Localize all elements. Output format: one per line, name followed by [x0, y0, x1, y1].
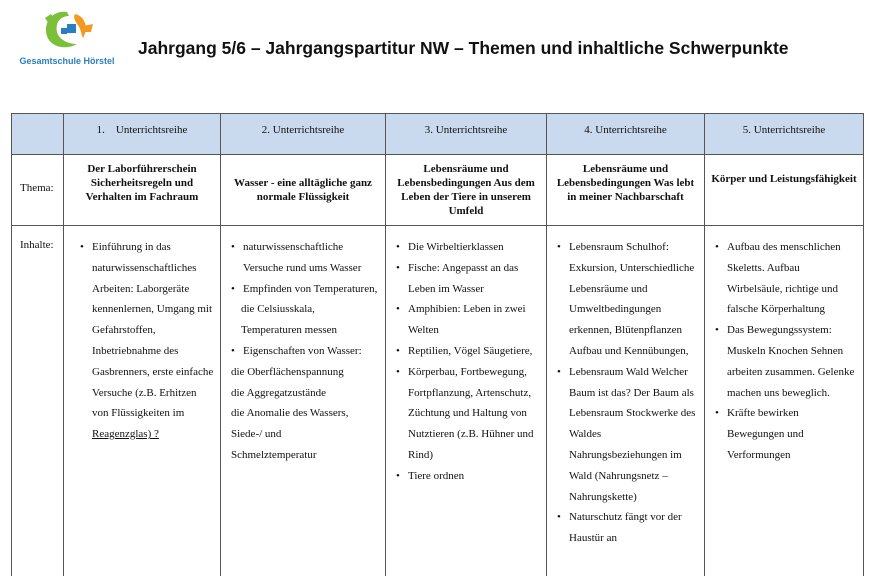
- header-label: 3. Unterrichtsreihe: [424, 124, 508, 136]
- school-logo-icon: [37, 6, 99, 56]
- reagenzglas-link: Reagenzglas) ?: [92, 428, 159, 441]
- content-cell-2: [221, 226, 386, 576]
- content-list-1: [64, 226, 220, 445]
- list-item: • Die Wirbeltierklassen: [396, 237, 540, 258]
- list-item: • Amphibien: Leben in zwei Welten: [396, 299, 540, 341]
- sub-line: die Aggregatzustände: [231, 386, 326, 399]
- school-name: Gesamtschule Hörstel: [19, 56, 115, 66]
- theme-label: Thema:: [20, 182, 54, 194]
- header-label: 4. Unterrichtsreihe: [584, 124, 667, 136]
- sub-line: Temperaturen messen: [241, 324, 338, 337]
- theme-text: Körper und Leistungsfähigkeit: [711, 173, 857, 185]
- header-cell-1: [64, 114, 221, 155]
- content-label-cell: [12, 226, 64, 576]
- list-item: • Lebensraum Schulhof: Exkursion, Unterschiedliche Lebensräume und Umweltbedingungen erkennen, Blütenpflanzen Aufbau und Kennübungen,: [557, 237, 698, 362]
- list-item: • Fische: Angepasst an das Leben im Wasser: [396, 258, 540, 300]
- page-title: Jahrgang 5/6 – Jahrgangspartitur NW – Themen und inhaltliche Schwerpunkte: [138, 38, 789, 58]
- content-list-2: [221, 226, 385, 466]
- list-item: • Empfinden von Temperaturen,: [231, 279, 379, 300]
- content-label: Inhalte:: [20, 239, 54, 251]
- content-row: [12, 226, 864, 576]
- theme-text: Lebensräume und Lebensbedingungen Was lebt in meiner Nachbarschaft: [556, 163, 695, 203]
- theme-text: Lebensräume und Lebensbedingungen Aus dem Leben der Tiere in unserem Umfeld: [397, 163, 535, 217]
- content-list-5: [705, 226, 863, 466]
- list-item: • Kräfte bewirken Bewegungen und Verformungen: [715, 403, 857, 465]
- content-list-3: [386, 226, 546, 487]
- list-item: • Eigenschaften von Wasser:: [231, 341, 379, 362]
- header-cell-empty: [12, 114, 64, 155]
- header-row: [12, 114, 864, 155]
- list-item: • Reptilien, Vögel Säugetiere,: [396, 341, 540, 362]
- list-item: • Körperbau, Fortbewegung, Fortpflanzung, Artenschutz, Züchtung und Haltung von Nutztieren (z.B. Hühner und Rind): [396, 362, 540, 466]
- content-list-4: [547, 226, 704, 549]
- theme-cell-1: [64, 155, 221, 226]
- curriculum-table: [11, 113, 864, 576]
- theme-text: Der Laborführerschein Sicherheitsregeln und Verhalten im Fachraum: [85, 163, 199, 203]
- header-cell-3: [386, 114, 547, 155]
- list-item: • Lebensraum Wald Welcher Baum ist das? Der Baum als Lebensraum Stockwerke des Waldes Nahrungsbeziehungen im Wald (Nahrungsnetz – Nahrungskette): [557, 362, 698, 508]
- sub-line: Schmelztemperatur: [231, 448, 317, 461]
- theme-text: Wasser - eine alltägliche ganz normale Flüssigkeit: [234, 177, 372, 203]
- sub-line: Siede-/ und: [231, 428, 282, 441]
- header-cell-2: [221, 114, 386, 155]
- list-item: • Einführung in das naturwissenschaftliches Arbeiten: Laborgeräte kennenlernen, Umgang mit Gefahrstoffen, Inbetriebnahme des Gasbrenners, erste einfache Versuche (z.B. Erhitzen von Flüssigkeiten im Reagenzglas) ?: [80, 237, 214, 445]
- list-item: • Naturschutz fängt vor der Haustür an: [557, 507, 698, 549]
- content-cell-4: [547, 226, 705, 576]
- list-item: • naturwissenschaftliche Versuche rund ums Wasser: [231, 237, 379, 279]
- theme-cell-5: [705, 155, 864, 226]
- header-cell-5: [705, 114, 864, 155]
- header-cell-4: [547, 114, 705, 155]
- list-item: • Das Bewegungssystem: Muskeln Knochen Sehnen arbeiten zusammen. Gelenke machen uns beweglich.: [715, 320, 857, 403]
- theme-cell-3: [386, 155, 547, 226]
- theme-cell-2: [221, 155, 386, 226]
- content-cell-1: [64, 226, 221, 576]
- list-item: • Tiere ordnen: [396, 466, 540, 487]
- header-label: 5. Unterrichtsreihe: [742, 124, 826, 136]
- list-item: • Aufbau des menschlichen Skeletts. Aufbau Wirbelsäule, richtige und falsche Körperhaltung: [715, 237, 857, 320]
- content-cell-3: [386, 226, 547, 576]
- sub-line: die Oberflächenspannung: [231, 365, 344, 378]
- header-label: 2. Unterrichtsreihe: [261, 124, 345, 136]
- theme-cell-4: [547, 155, 705, 226]
- header-label: 1. Unterrichtsreihe: [96, 124, 188, 136]
- theme-row: [12, 155, 864, 226]
- content-cell-5: [705, 226, 864, 576]
- sub-line: die Celsiusskala,: [241, 303, 315, 316]
- sub-line: die Anomalie des Wassers,: [231, 407, 349, 420]
- theme-label-cell: [12, 155, 64, 226]
- school-logo: [12, 6, 122, 68]
